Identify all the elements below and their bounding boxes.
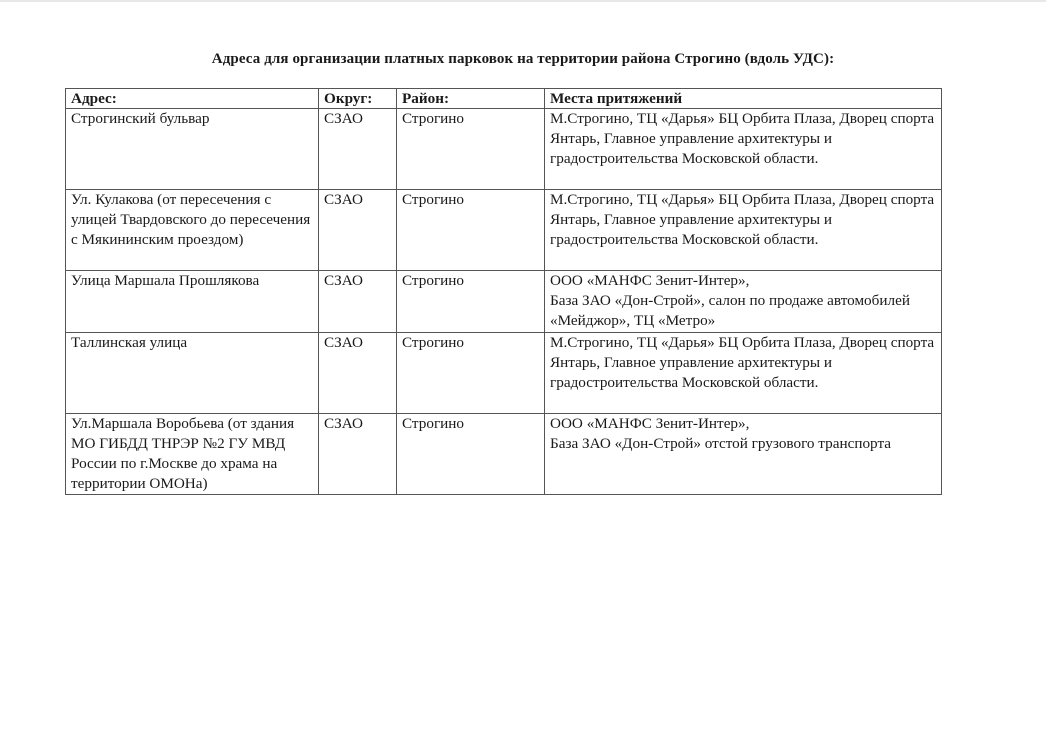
cell-rayon: Строгино — [397, 413, 545, 495]
parking-addresses-table — [65, 88, 942, 495]
cell-okrug: СЗАО — [319, 190, 397, 271]
cell-address: Ул.Маршала Воробьева (от здания МО ГИБДД ТНРЭР №2 ГУ МВД России по г.Москве до храма на территории ОМОНа) — [66, 413, 319, 495]
cell-places: М.Строгино, ТЦ «Дарья» БЦ Орбита Плаза, Дворец спорта Янтарь, Главное управление архитектуры и градостроительства Московской области. — [545, 190, 942, 271]
header-address: Адрес: — [66, 89, 319, 109]
header-okrug: Округ: — [319, 89, 397, 109]
cell-rayon: Строгино — [397, 271, 545, 333]
places-line: База ЗАО «Дон-Строй», салон по продаже автомобилей «Мейджор», ТЦ «Метро» — [550, 292, 910, 330]
cell-address: Таллинская улица — [66, 332, 319, 413]
places-line: ООО «МАНФС Зенит-Интер», — [550, 414, 750, 432]
table-row — [66, 271, 942, 333]
places-line: База ЗАО «Дон-Строй» отстой грузового транспорта — [550, 434, 892, 452]
cell-okrug: СЗАО — [319, 109, 397, 190]
document-title: Адреса для организации платных парковок на территории района Строгино (вдоль УДС): — [211, 51, 835, 67]
cell-address: Ул. Кулакова (от пересечения с улицей Твардовского до пересечения с Мякининским проездом) — [66, 190, 319, 271]
table-row — [66, 190, 942, 271]
cell-rayon: Строгино — [397, 190, 545, 271]
places-line: ООО «МАНФС Зенит-Интер», — [550, 272, 750, 289]
cell-okrug: СЗАО — [319, 271, 397, 333]
cell-places: М.Строгино, ТЦ «Дарья» БЦ Орбита Плаза, Дворец спорта Янтарь, Главное управление архитектуры и градостроительства Московской области. — [545, 109, 942, 190]
table-row — [66, 413, 942, 495]
page-top-edge — [0, 0, 1046, 2]
header-rayon: Район: — [397, 89, 545, 109]
cell-address: Улица Маршала Прошлякова — [66, 271, 319, 333]
table-row — [66, 332, 942, 413]
table-row — [66, 109, 942, 190]
cell-places — [545, 271, 942, 333]
cell-okrug: СЗАО — [319, 413, 397, 495]
cell-address: Строгинский бульвар — [66, 109, 319, 190]
cell-places — [545, 413, 942, 495]
cell-rayon: Строгино — [397, 109, 545, 190]
cell-okrug: СЗАО — [319, 332, 397, 413]
header-places: Места притяжений — [545, 89, 942, 109]
cell-rayon: Строгино — [397, 332, 545, 413]
cell-places: М.Строгино, ТЦ «Дарья» БЦ Орбита Плаза, Дворец спорта Янтарь, Главное управление архитектуры и градостроительства Московской области. — [545, 332, 942, 413]
table-header-row — [66, 89, 942, 109]
